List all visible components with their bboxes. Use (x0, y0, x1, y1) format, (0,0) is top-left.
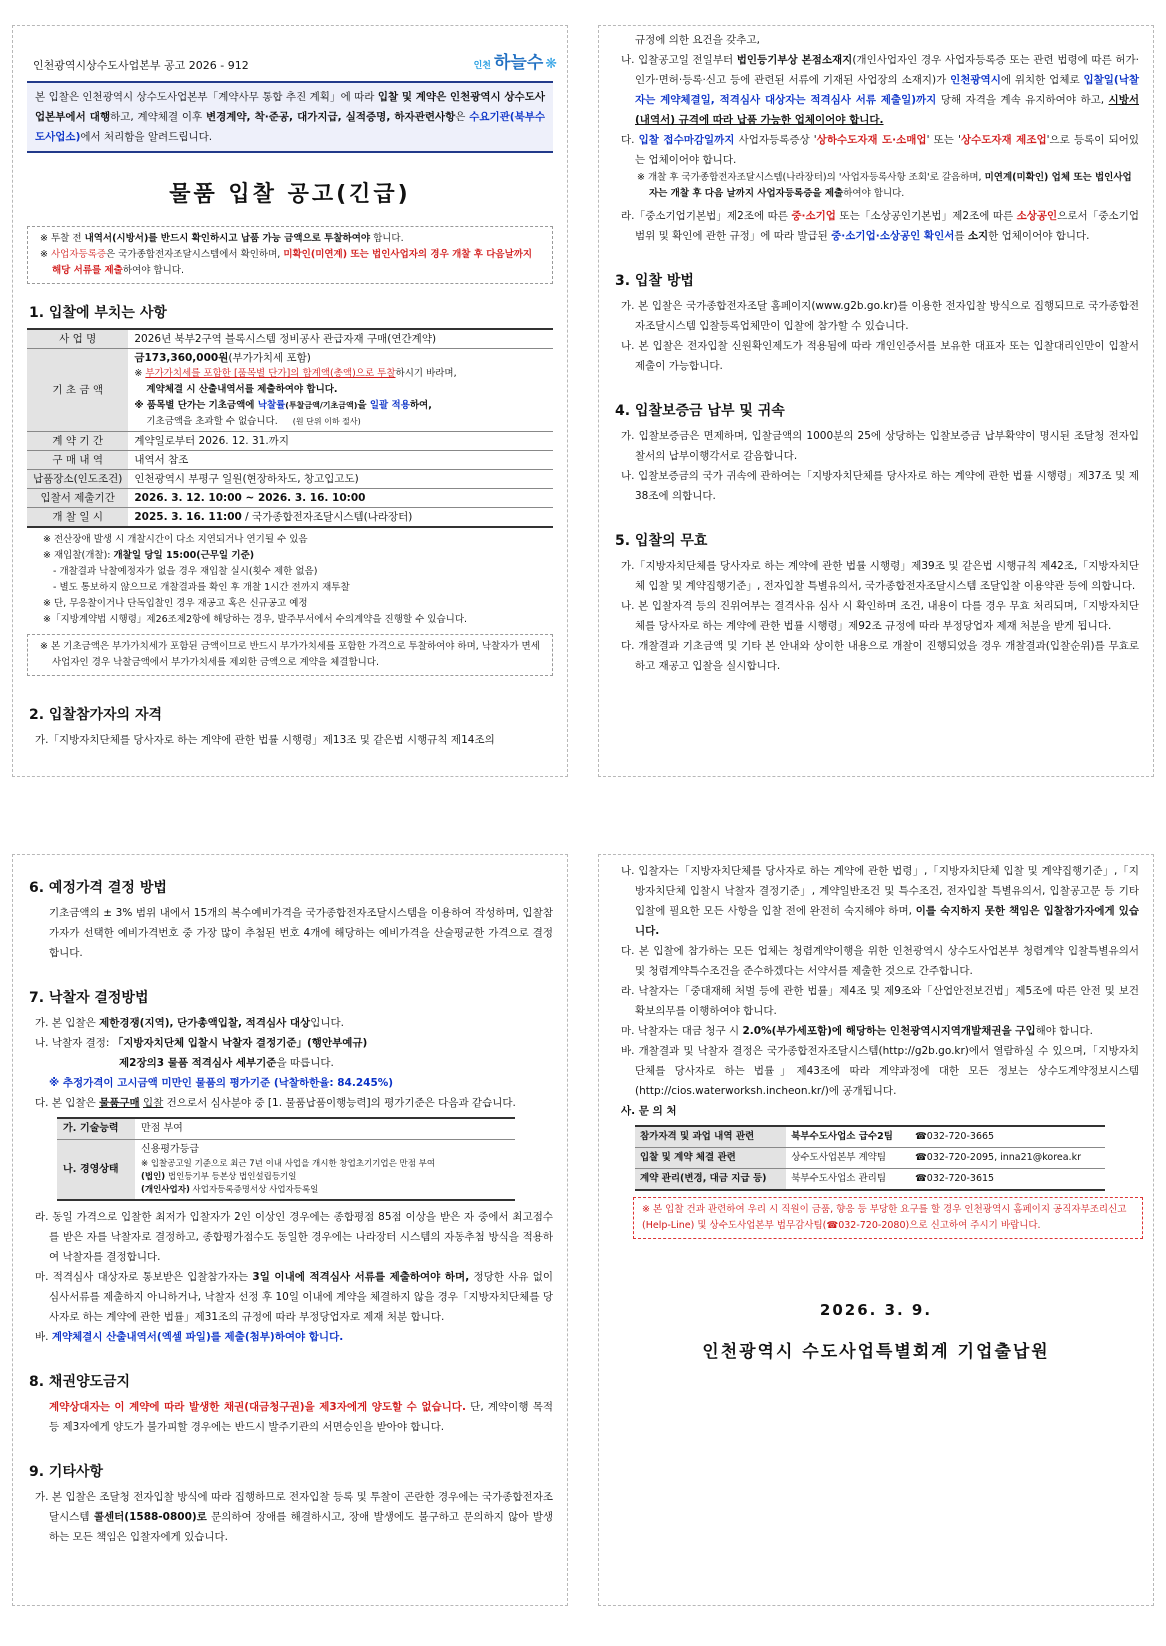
water-drop-icon: ❋ (545, 56, 557, 72)
opening-notes: ※ 전산장애 발생 시 개찰시간이 다소 지연되거나 연기될 수 있음 ※ 재입찰(개찰): 개찰일 당일 15:00(근무일 기준) - 개찰결과 낙찰예정자가 없을 경우 재입찰 실시(횟수 제한 없음) - 별도 통보하지 않으므로 개찰결과를 확인 후 개찰 1시간 전까지 재투찰 ※ 단, 무응찰이거나 단독입찰인 경우 재공고 혹은 신규공고 예정 ※「지방계약법 시행령」제26조제2항에 해당하는 경우, 발주부서에서 수의계약을 진행할 수 있습니다. (43, 534, 468, 625)
section-2-title: 2. 입찰참가자의 자격 (29, 707, 162, 723)
bid-info-table: 사 업 명 2026년 북부2구역 블록시스템 정비공사 관급자재 구매(연간계약) 기 초 금 액 금173,360,000원(부가가치세 포함) ※ 부가가치세를 포함한 [품목별 단가]의 합계액(총액)으로 투찰하시기 바라며, 계약체결 시 산출내역서를 제출하여야 합니다. ※ 품목별 단가는 기초금액에 낙찰률(투찰금액/기초금액)을 일괄 적용하여, 기초금액을 초과할 수 없습니다. (원 단위 이하 절사) 계 약 기 간 계약일로부터 2026. 12. 31.까지 구 매 내 역 내역서 참조 납품장소(인도조건) 인천광역시 부평구 일원(현장하차도, 창고입고도) 입찰서 제출기간 2026. 3. 12. 10:00 ~ 2026. 3. 16. 10:00 개 찰 일 시 2025. 3. 16. 11:00 / 국가종합전자조달시스템(나라장터) (27, 328, 553, 528)
issue-date: 2026. 3. 9. (819, 1301, 933, 1319)
contact-table (635, 1125, 1105, 1191)
haneulsu-logo: 인천 하늘수 ❋ (473, 53, 557, 73)
section-1-title: 1. 입찰에 부치는 사항 (29, 305, 167, 321)
page-1: 인천광역시상수도사업본부 공고 2026 - 912 인천 하늘수 ❋ 본 입찰은 인천광역시 상수도사업본부「계약사무 통합 추진 계획」에 따라 입찰 및 계약은 인천광역시 상수도사업본부에서 대행하고, 계약체결 이후 변경계약, 착·준공, 대가지급, 실적증명, 하자관련사항은 수요기관(북부수도사업소)에서 처리함을 알려드립니다. 물품 입찰 공고(긴급) ※ 투찰 전 내역서(시방서)를 반드시 확인하시고 납품 가능 금액으로 투찰하여야 합니다. ※ 사업자등록증은 국가종합전자조달시스템에서 확인하며, 미확인(미연계) 또는 법인사업자의 경우 개찰 후 다음날까지 해당 서류를 제출하여야 합니다. 1. 입찰에 부치는 사항 사 업 명 2026년 북부2구역 블록시스템 정비공사 관급자재 구매(연간계약) 기 초 금 액 금173,360,000원(부가가치세 포함) ※ 부가가치세를 포함한 [품목별 단가]의 합계액(총액)으로 투찰하시기 바라며, 계약체결 시 산출내역서를 제출하여야 합니다. ※ 품목별 단가는 기초금액에 낙찰률(투찰금액/기초금액)을 일괄 적용하여, 기초금액을 초과할 수 없습니다. (원 단위 이하 절사) 계 약 기 간 계약일로부터 2026. 12. 31.까지 구 매 내 역 내역서 참조 납품장소(인도조건) 인천광역시 부평구 일원(현장하차도, 창고입고도) 입찰서 제출기간 2026. 3. 12. 10:00 ~ 2026. 3. 16. 10:00 개 찰 일 시 2025. 3. 16. 11:00 / 국가종합전자조달시스템(나라장터) ※ 전산장애 발생 시 개찰시간이 다소 지연되거나 연기될 수 있음 ※ 재입찰(개찰): 개찰일 당일 15:00(근무일 기준) - 개찰결과 낙찰예정자가 없을 경우 재입찰 실시(횟수 제한 없음) - 별도 통보하지 않으므로 개찰결과를 확인 후 개찰 1시간 전까지 재투찰 ※ 단, 무응찰이거나 단독입찰인 경우 재공고 혹은 신규공고 예정 ※「지방계약법 시행령」제26조제2항에 해당하는 경우, 발주부서에서 수의계약을 진행할 수 있습니다. ※ 본 기초금액은 부가가치세가 포함된 금액이므로 반드시 부가가치세를 포함한 가격으로 투찰하여야 하며, 낙찰자가 면세사업자인 경우 낙찰금액에서 부가가치세를 제외한 금액으로 계약을 체결합니다. 2. 입찰참가자의 자격 가.「지방자치단체를 당사자로 하는 계약에 관한 법률 시행령」제13조 및 같은법 시행규칙 제14조의 (12, 25, 568, 777)
issuer-name: 인천광역시 수도사업특별회계 기업출납원 (702, 1342, 1050, 1362)
section-4-title: 4. 입찰보증금 납부 및 귀속 (615, 403, 785, 419)
section-9-title: 9. 기타사항 (29, 1464, 104, 1480)
section-3-title: 3. 입찰 방법 (615, 273, 694, 289)
bid-warning-box: ※ 투찰 전 내역서(시방서)를 반드시 확인하시고 납품 가능 금액으로 투찰하여야 합니다. ※ 사업자등록증은 국가종합전자조달시스템에서 확인하며, 미확인(미연계) 또는 법인사업자의 경우 개찰 후 다음날까지 해당 서류를 제출하여야 합니다. (27, 226, 553, 284)
notice-header (33, 48, 557, 73)
page-4: 나. 입찰자는「지방자치단체를 당사자로 하는 계약에 관한 법령」,「지방자치단체 입찰 및 계약집행기준」,「지방자치단체 입찰시 낙찰자 결정기준」, 계약일반조건 및 특수조건, 전자입찰 특별유의서, 입찰공고문 등 기타 입찰에 필요한 모든 사항을 입찰 전에 완전히 숙지해야 하며, 이를 숙지하지 못한 책임은 입찰참가자에게 있습니다. 다. 본 입찰에 참가하는 모든 업체는 청렴계약이행을 위한 인천광역시 상수도사업본부 청렴계약 입찰특별유의서 및 청렴계약특수조건을 준수하겠다는 서약서를 제출한 것으로 간주합니다. 라. 낙찰자는「중대재해 처벌 등에 관한 법률」제4조 및 제9조와「산업안전보건법」제5조에 따른 안전 및 보건 확보의무를 이행하여야 합니다. 마. 낙찰자는 대금 청구 시 2.0%(부가세포함)에 해당하는 인천광역시지역개발채권을 구입해야 합니다. 바. 개찰결과 및 낙찰자 결정은 국가종합전자조달시스템(http://g2b.go.kr)에서 열람하실 수 있으며,「지방자치단체를 당사자로 하는 법률」제43조에 따라 계약과정에 대한 모든 정보는 상수도계약정보시스템(http://cios.waterworksh.incheon.kr/)에 공개됩니다. 사. 문 의 처 참가자격 및 과업 내역 관련 북부수도사업소 급수2팀 ☎032-720-3665 입찰 및 계약 체결 관련 상수도사업본부 계약팀 ☎032-720-2095, inna21@korea.kr 계약 관리(변경, 대금 지급 등) 북부수도사업소 관리팀 ☎032-720-3615 ※ 본 입찰 건과 관련하여 우리 시 직원이 금품, 향응 등 부당한 요구를 할 경우 인천광역시 홈페이지 공직자부조리신고(Help-Line) 및 상수도사업본부 법무감사팀(☎032-720-2080)으로 신고하여 주시기 바랍니다. 2026. 3. 9. 인천광역시 수도사업특별회계 기업출납원 (598, 854, 1154, 1606)
notice-number: 인천광역시상수도사업본부 공고 2026 - 912 (33, 59, 249, 72)
document-title: 물품 입찰 공고(긴급) (169, 182, 411, 207)
contact-row: 계약 관리(변경, 대금 지급 등) 북부수도사업소 관리팀 ☎032-720-3615 (635, 1169, 1105, 1191)
contact-row: 입찰 및 계약 체결 관련 상수도사업본부 계약팀 ☎032-720-2095, inna21@korea.kr (635, 1148, 1105, 1169)
intro-box: 본 입찰은 인천광역시 상수도사업본부「계약사무 통합 추진 계획」에 따라 입찰 및 계약은 인천광역시 상수도사업본부에서 대행하고, 계약체결 이후 변경계약, 착·준공, 대가지급, 실적증명, 하자관련사항은 수요기관(북부수도사업소)에서 처리함을 알려드립니다. (27, 81, 553, 153)
section-8-title: 8. 채권양도금지 (29, 1374, 131, 1390)
page-2: 규정에 의한 요건을 갖추고, 나. 입찰공고일 전일부터 법인등기부상 본점소재지(개인사업자인 경우 사업자등록증 또는 관련 법령에 따른 허가·인가·면허·등록·신고 등에 관련된 서류에 기재된 사업장의 소재지)가 인천광역시에 위치한 업체로 입찰일(낙찰자는 계약체결일, 적격심사 대상자는 적격심사 서류 제출일)까지 당해 자격을 계속 유지하여야 하고, 시방서(내역서) 규격에 따라 납품 가능한 업체이어야 합니다. 다. 입찰 접수마감일까지 사업자등록증상 '상하수도자재 도·소매업' 또는 '상수도자재 제조업'으로 등록이 되어있는 업체이어야 합니다. ※ 개찰 후 국가종합전자조달시스템(나라장터)의 '사업자등록사항 조회'로 갈음하며, 미연계(미확인) 업체 또는 법인사업자는 개찰 후 다음 날까지 사업자등록증을 제출하여야 합니다. 라.「중소기업기본법」제2조에 따른 중·소기업 또는「소상공인기본법」제2조에 따른 소상공인으로서「중소기업 범위 및 확인에 관한 규정」에 따라 발급된 중·소기업·소상공인 확인서를 소지한 업체이어야 합니다. 3. 입찰 방법 가. 본 입찰은 국가종합전자조달 홈페이지(www.g2b.go.kr)를 이용한 전자입찰 방식으로 집행되므로 국가종합전자조달시스템 입찰등록업체만이 입찰에 참가할 수 있습니다. 나. 본 입찰은 전자입찰 신원확인제도가 적용됨에 따라 개인인증서를 보유한 대표자 또는 입찰대리인만이 입찰서 제출이 가능합니다. 4. 입찰보증금 납부 및 귀속 가. 입찰보증금은 면제하며, 입찰금액의 1000분의 25에 상당하는 입찰보증금 납부확약이 명시된 조달청 전자입찰서의 납부이행각서로 갈음합니다. 나. 입찰보증금의 국가 귀속에 관하여는「지방자치단체를 당사자로 하는 계약에 관한 법률 시행령」제37조 및 제38조에 의합니다. 5. 입찰의 무효 가.「지방자치단체를 당사자로 하는 계약에 관한 법률 시행령」제39조 및 같은법 시행규칙 제42조,「지방자치단체 입찰 및 계약집행기준」, 전자입찰 특별유의서, 국가종합전자조달시스템 조달입찰 이용약관 등에 의합니다. 나. 본 입찰자격 등의 진위여부는 결격사유 심사 시 확인하며 조건, 내용이 다를 경우 무효 처리되며,「지방자치단체를 당사자로 하는 계약에 관한 법률 시행령」제92조 규정에 따라 부정당업자 제재 처분을 받게 됩니다. 다. 개찰결과 기초금액 및 기타 본 안내와 상이한 내용으로 개찰이 진행되었을 경우 개찰결과(입찰순위)를 무효로 하고 재공고 입찰을 실시합니다. (598, 25, 1154, 777)
page-3: 6. 예정가격 결정 방법 기초금액의 ± 3% 범위 내에서 15개의 복수예비가격을 국가종합전자조달시스템을 이용하여 작성하며, 입찰참가자가 선택한 예비가격번호 중 가장 많이 추첨된 번호 4개에 해당하는 예비가격을 산술평균한 가격으로 결정합니다. 7. 낙찰자 결정방법 가. 본 입찰은 제한경쟁(지역), 단가총액입찰, 적격심사 대상입니다. 나. 낙찰자 결정: 「지방자치단체 입찰시 낙찰자 결정기준」(행안부예규) 제2장의3 물품 적격심사 세부기준을 따릅니다. ※ 추정가격이 고시금액 미만인 물품의 평가기준 (낙찰하한율: 84.245%) 다. 본 입찰은 물품구매 입찰 건으로서 심사분야 중 [1. 물품납품이행능력]의 평가기준은 다음과 같습니다. 가. 기술능력 만점 부여 나. 경영상태 신용평가등급 ※ 입찰공고일 기준으로 최근 7년 이내 사업을 개시한 창업초기기업은 만점 부여 (법인) 법인등기부 등본상 법인설립등기일 (개인사업자) 사업자등록증명서상 사업자등록일 라. 동일 가격으로 입찰한 최저가 입찰자가 2인 이상인 경우에는 종합평점 85점 이상을 받은 자 중에서 최고점수를 받은 자를 낙찰자로 결정하고, 종합평가점수도 동일한 경우에는 나라장터 시스템의 자동추첨 방식을 적용하여 낙찰자를 결정합니다. 마. 적격심사 대상자로 통보받은 입찰참가자는 3일 이내에 적격심사 서류를 제출하여야 하며, 정당한 사유 없이 심사서류를 제출하지 아니하거나, 낙찰자 선정 후 10일 이내에 계약을 체결하지 않을 경우「지방자치단체를 당사자로 하는 계약에 관한 법률」제31조의 규정에 따라 부정당업자로 제재 처분 합니다. 바. 계약체결시 산출내역서(엑셀 파일)를 제출(첨부)하여야 합니다. 8. 채권양도금지 계약상대자는 이 계약에 따라 발생한 채권(대금청구권)을 제3자에게 양도할 수 없습니다. 단, 계약이행 목적 등 제3자에게 양도가 불가피할 경우에는 반드시 발주기관의 서면승인을 받아야 합니다. 9. 기타사항 가. 본 입찰은 조달청 전자입찰 방식에 따라 집행하므로 전자입찰 등록 및 투찰이 곤란한 경우에는 국가종합전자조달시스템 콜센터(1588-0800)로 문의하여 장애를 해결하시고, 장애 발생에도 불구하고 문의하지 않아 발생하는 모든 책임은 입찰자에게 있습니다. (12, 854, 568, 1606)
section-6-title: 6. 예정가격 결정 방법 (29, 880, 167, 896)
vat-note-box: ※ 본 기초금액은 부가가치세가 포함된 금액이므로 반드시 부가가치세를 포함한 가격으로 투찰하여야 하며, 낙찰자가 면세사업자인 경우 낙찰금액에서 부가가치세를 제외한 금액으로 계약을 체결합니다. (27, 634, 553, 676)
contact-row: 참가자격 및 과업 내역 관련 북부수도사업소 급수2팀 ☎032-720-3665 (635, 1126, 1105, 1148)
report-corruption-box: ※ 본 입찰 건과 관련하여 우리 시 직원이 금품, 향응 등 부당한 요구를 할 경우 인천광역시 홈페이지 공직자부조리신고(Help-Line) 및 상수도사업본부 법무감사팀(☎032-720-2080)으로 신고하여 주시기 바랍니다. (633, 1197, 1143, 1239)
section-7-title: 7. 낙찰자 결정방법 (29, 990, 149, 1006)
evaluation-table: 가. 기술능력 만점 부여 나. 경영상태 신용평가등급 ※ 입찰공고일 기준으로 최근 7년 이내 사업을 개시한 창업초기기업은 만점 부여 (법인) 법인등기부 등본상 법인설립등기일 (개인사업자) 사업자등록증명서상 사업자등록일 (57, 1117, 515, 1201)
section-5-title: 5. 입찰의 무효 (615, 533, 708, 549)
